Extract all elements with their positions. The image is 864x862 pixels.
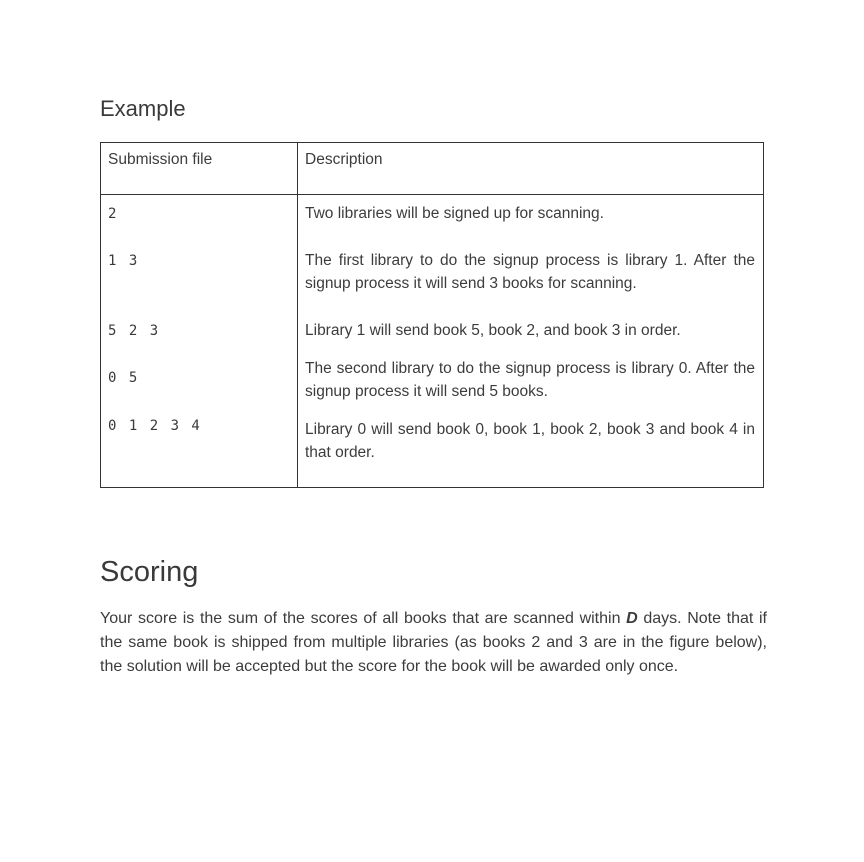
description-text: The first library to do the signup process is library 1. After the signup process it will send 3 books for scanning. xyxy=(305,252,755,292)
scoring-text-end: days. Note that if the same book is shipped from multiple libraries (as books 2 and 3 are in the figure below), the solution will be accepted but the score for the book will be awarded only once. xyxy=(100,610,767,675)
code-line: 0 1 2 3 4 xyxy=(108,418,202,434)
code-line: 5 2 3 xyxy=(108,323,161,339)
header-description: Description xyxy=(298,143,764,195)
description-cell xyxy=(298,195,764,488)
days-variable: D xyxy=(626,610,638,627)
example-table xyxy=(100,142,764,488)
header-submission-file: Submission file xyxy=(101,143,298,195)
description-text: Library 1 will send book 5, book 2, and book 3 in order. xyxy=(305,322,681,339)
example-heading: Example xyxy=(100,96,186,121)
code-line: 0 5 xyxy=(108,370,140,386)
scoring-heading: Scoring xyxy=(100,556,199,588)
description-text: Two libraries will be signed up for scanning. xyxy=(305,205,604,222)
submission-file-cell xyxy=(101,195,298,488)
scoring-text-start: Your score is the sum of the scores of all books that are scanned within xyxy=(100,610,627,627)
code-line: 2 xyxy=(108,206,119,222)
table-row xyxy=(101,195,764,488)
code-line: 1 3 xyxy=(108,253,140,269)
description-text: The second library to do the signup process is library 0. After the signup process it will send 5 books. xyxy=(305,360,755,400)
scoring-paragraph xyxy=(100,607,767,679)
description-text: Library 0 will send book 0, book 1, book 2, book 3 and book 4 in that order. xyxy=(305,421,755,461)
table-header-row xyxy=(101,143,764,195)
